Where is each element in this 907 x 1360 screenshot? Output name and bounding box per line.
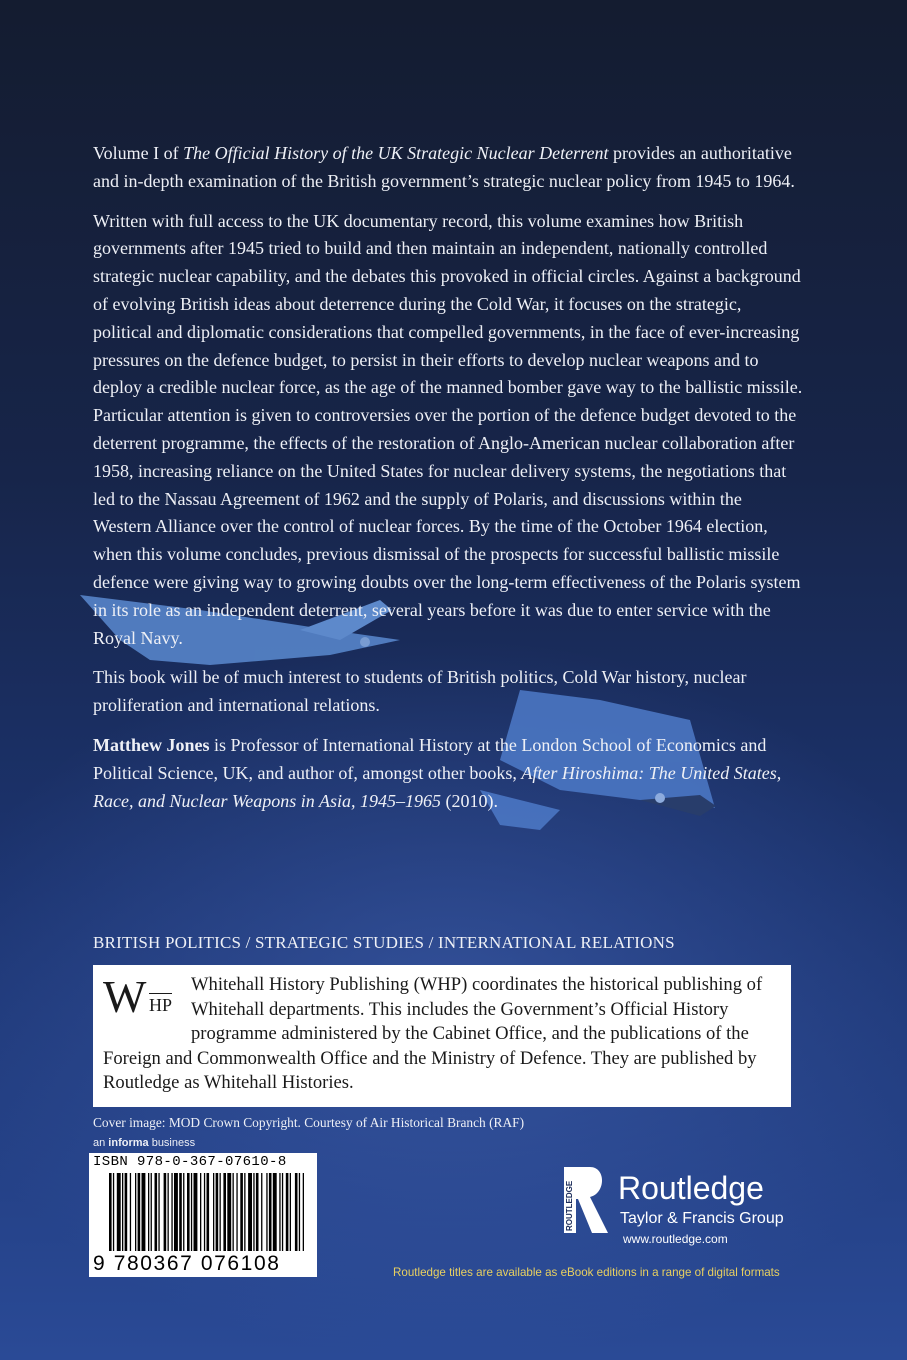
barcode-bars (109, 1173, 309, 1251)
barcode-bar (155, 1173, 158, 1251)
barcode-bar (168, 1173, 169, 1251)
barcode-bar (227, 1173, 231, 1251)
barcode-bar (299, 1173, 300, 1251)
barcode-bar (179, 1173, 182, 1251)
barcode-bar (151, 1173, 152, 1251)
barcode-bar (171, 1173, 172, 1251)
barcode-bar (174, 1173, 178, 1251)
barcode-bar (164, 1173, 167, 1251)
whp-logo: W HP (103, 971, 173, 1022)
barcode-bar (223, 1173, 226, 1251)
barcode-bar (244, 1173, 245, 1251)
barcode-bar (269, 1173, 272, 1251)
ebook-availability-note: Routledge titles are available as eBook editions in a range of digital formats (393, 1266, 780, 1279)
isbn-label: ISBN 978-0-367-07610-8 (93, 1154, 287, 1170)
barcode-bar (213, 1173, 214, 1251)
barcode-bar (135, 1173, 136, 1251)
barcode-bar (279, 1173, 280, 1251)
barcode-bar (142, 1173, 146, 1251)
barcode-bar (236, 1173, 237, 1251)
routledge-logo-icon (562, 1165, 612, 1235)
barcode-bar (286, 1173, 289, 1251)
barcode-bar (183, 1173, 184, 1251)
whp-description: Whitehall History Publishing (WHP) coordinates the historical publishing of Whitehall departments. This includes the Government’s Official History programme administered by the Cabinet Office, and the publications of the Foreign and Commonwealth Office and the Ministry of Defence. They are published by Routledge as Whitehall Histories. (103, 974, 763, 1094)
barcode-bar (253, 1173, 254, 1251)
barcode-bar (148, 1173, 149, 1251)
barcode-bar (216, 1173, 219, 1251)
subject-categories: BRITISH POLITICS / STRATEGIC STUDIES / INTERNATIONAL RELATIONS (93, 933, 675, 952)
barcode-bar (125, 1173, 128, 1251)
barcode-bar (295, 1173, 298, 1251)
barcode-bar (194, 1173, 198, 1251)
barcode-bar (113, 1173, 114, 1251)
barcode-bar (220, 1173, 221, 1251)
blurb-paragraph-3: This book will be of much interest to students of British politics, Cold War history, nuclear proliferation and international relations. (93, 667, 747, 716)
author-book-title: After Hiroshima: The United States, Race, and Nuclear Weapons in Asia, 1945–1965 (93, 762, 782, 811)
barcode-bar (138, 1173, 141, 1251)
publisher-url: www.routledge.com (623, 1232, 728, 1246)
barcode-bar (158, 1173, 159, 1251)
barcode-bar (191, 1173, 192, 1251)
barcode-bar (187, 1173, 190, 1251)
barcode-bar (200, 1173, 201, 1251)
barcode-bar (273, 1173, 277, 1251)
blurb-paragraph-2: Written with full access to the UK documentary record, this volume examines how British governments after 1945 tried to build and then maintain an independent, nationally controlled strategic nuclear capability, and the debates this provoked in official circles. Against a background of evolving British ideas about deterrence during the Cold War, it focuses on the strategic, political and diplomatic considerations that compelled governments, in the face of ever-increasing pressures on the defence budget, to persist in their efforts to develop nuclear weapons and to deploy a credible nuclear force, as the age of the manned bomber gave way to the ballistic missile. Particular attention is given to controversies over the portion of the defence budget devoted to the deterrent programme, the effects of the restoration of Anglo-American nuclear collaboration after 1958, increasing reliance on the United States for nuclear delivery systems, the negotiations that led to the Nassau Agreement of 1962 and the supply of Polaris, and discussions within the Western Alliance over the control of nuclear forces. By the time of the October 1964 election, when this volume concludes, previous dismissal of the prospects for successful ballistic missile defence were giving way to growing doubts over the long-term effectiveness of the Polaris system in its role as an independent deterrent, several years before it was due to enter service with the Royal Navy. (93, 210, 803, 648)
barcode-bar (266, 1173, 267, 1251)
barcode-bar (122, 1173, 123, 1251)
barcode-bar (207, 1173, 210, 1251)
barcode-bar (240, 1173, 243, 1251)
publisher-name: Routledge (618, 1170, 764, 1206)
barcode-bar (204, 1173, 205, 1251)
routledge-spine-text: ROUTLEDGE (565, 1180, 574, 1231)
barcode-bar (261, 1173, 262, 1251)
barcode-bar (233, 1173, 234, 1251)
barcode-bar (256, 1173, 259, 1251)
blurb-paragraph-1: Volume I of The Official History of the UK Strategic Nuclear Deterrent provides an authoritative and in-depth examination of the British government’s strategic nuclear policy from 1945 to 1964. (93, 143, 795, 191)
barcode-bar (109, 1173, 112, 1251)
barcode-bar (290, 1173, 291, 1251)
back-cover-blurb (93, 140, 803, 827)
author-bio: Matthew Jones is Professor of International History at the London School of Economics and Political Science, UK, and author of, amongst other books, After Hiroshima: The United States, Race, and Nuclear Weapons in Asia, 1945–1965 (2010). (93, 734, 782, 811)
barcode-bar (248, 1173, 252, 1251)
isbn-digits: 9 780367 076108 (93, 1252, 281, 1275)
cover-image-credit: Cover image: MOD Crown Copyright. Courtesy of Air Historical Branch (RAF) (93, 1115, 525, 1130)
barcode-bar (282, 1173, 283, 1251)
barcode-bar (130, 1173, 131, 1251)
informa-business-tag: an informa business (93, 1137, 196, 1149)
author-name: Matthew Jones (93, 734, 210, 755)
series-title: The Official History of the UK Strategic Nuclear Deterrent (183, 143, 609, 163)
whp-info-box (93, 965, 791, 1107)
barcode-bar (303, 1173, 304, 1251)
publisher-group: Taylor & Francis Group (620, 1210, 784, 1227)
isbn-barcode (89, 1153, 317, 1277)
barcode-bar (117, 1173, 121, 1251)
